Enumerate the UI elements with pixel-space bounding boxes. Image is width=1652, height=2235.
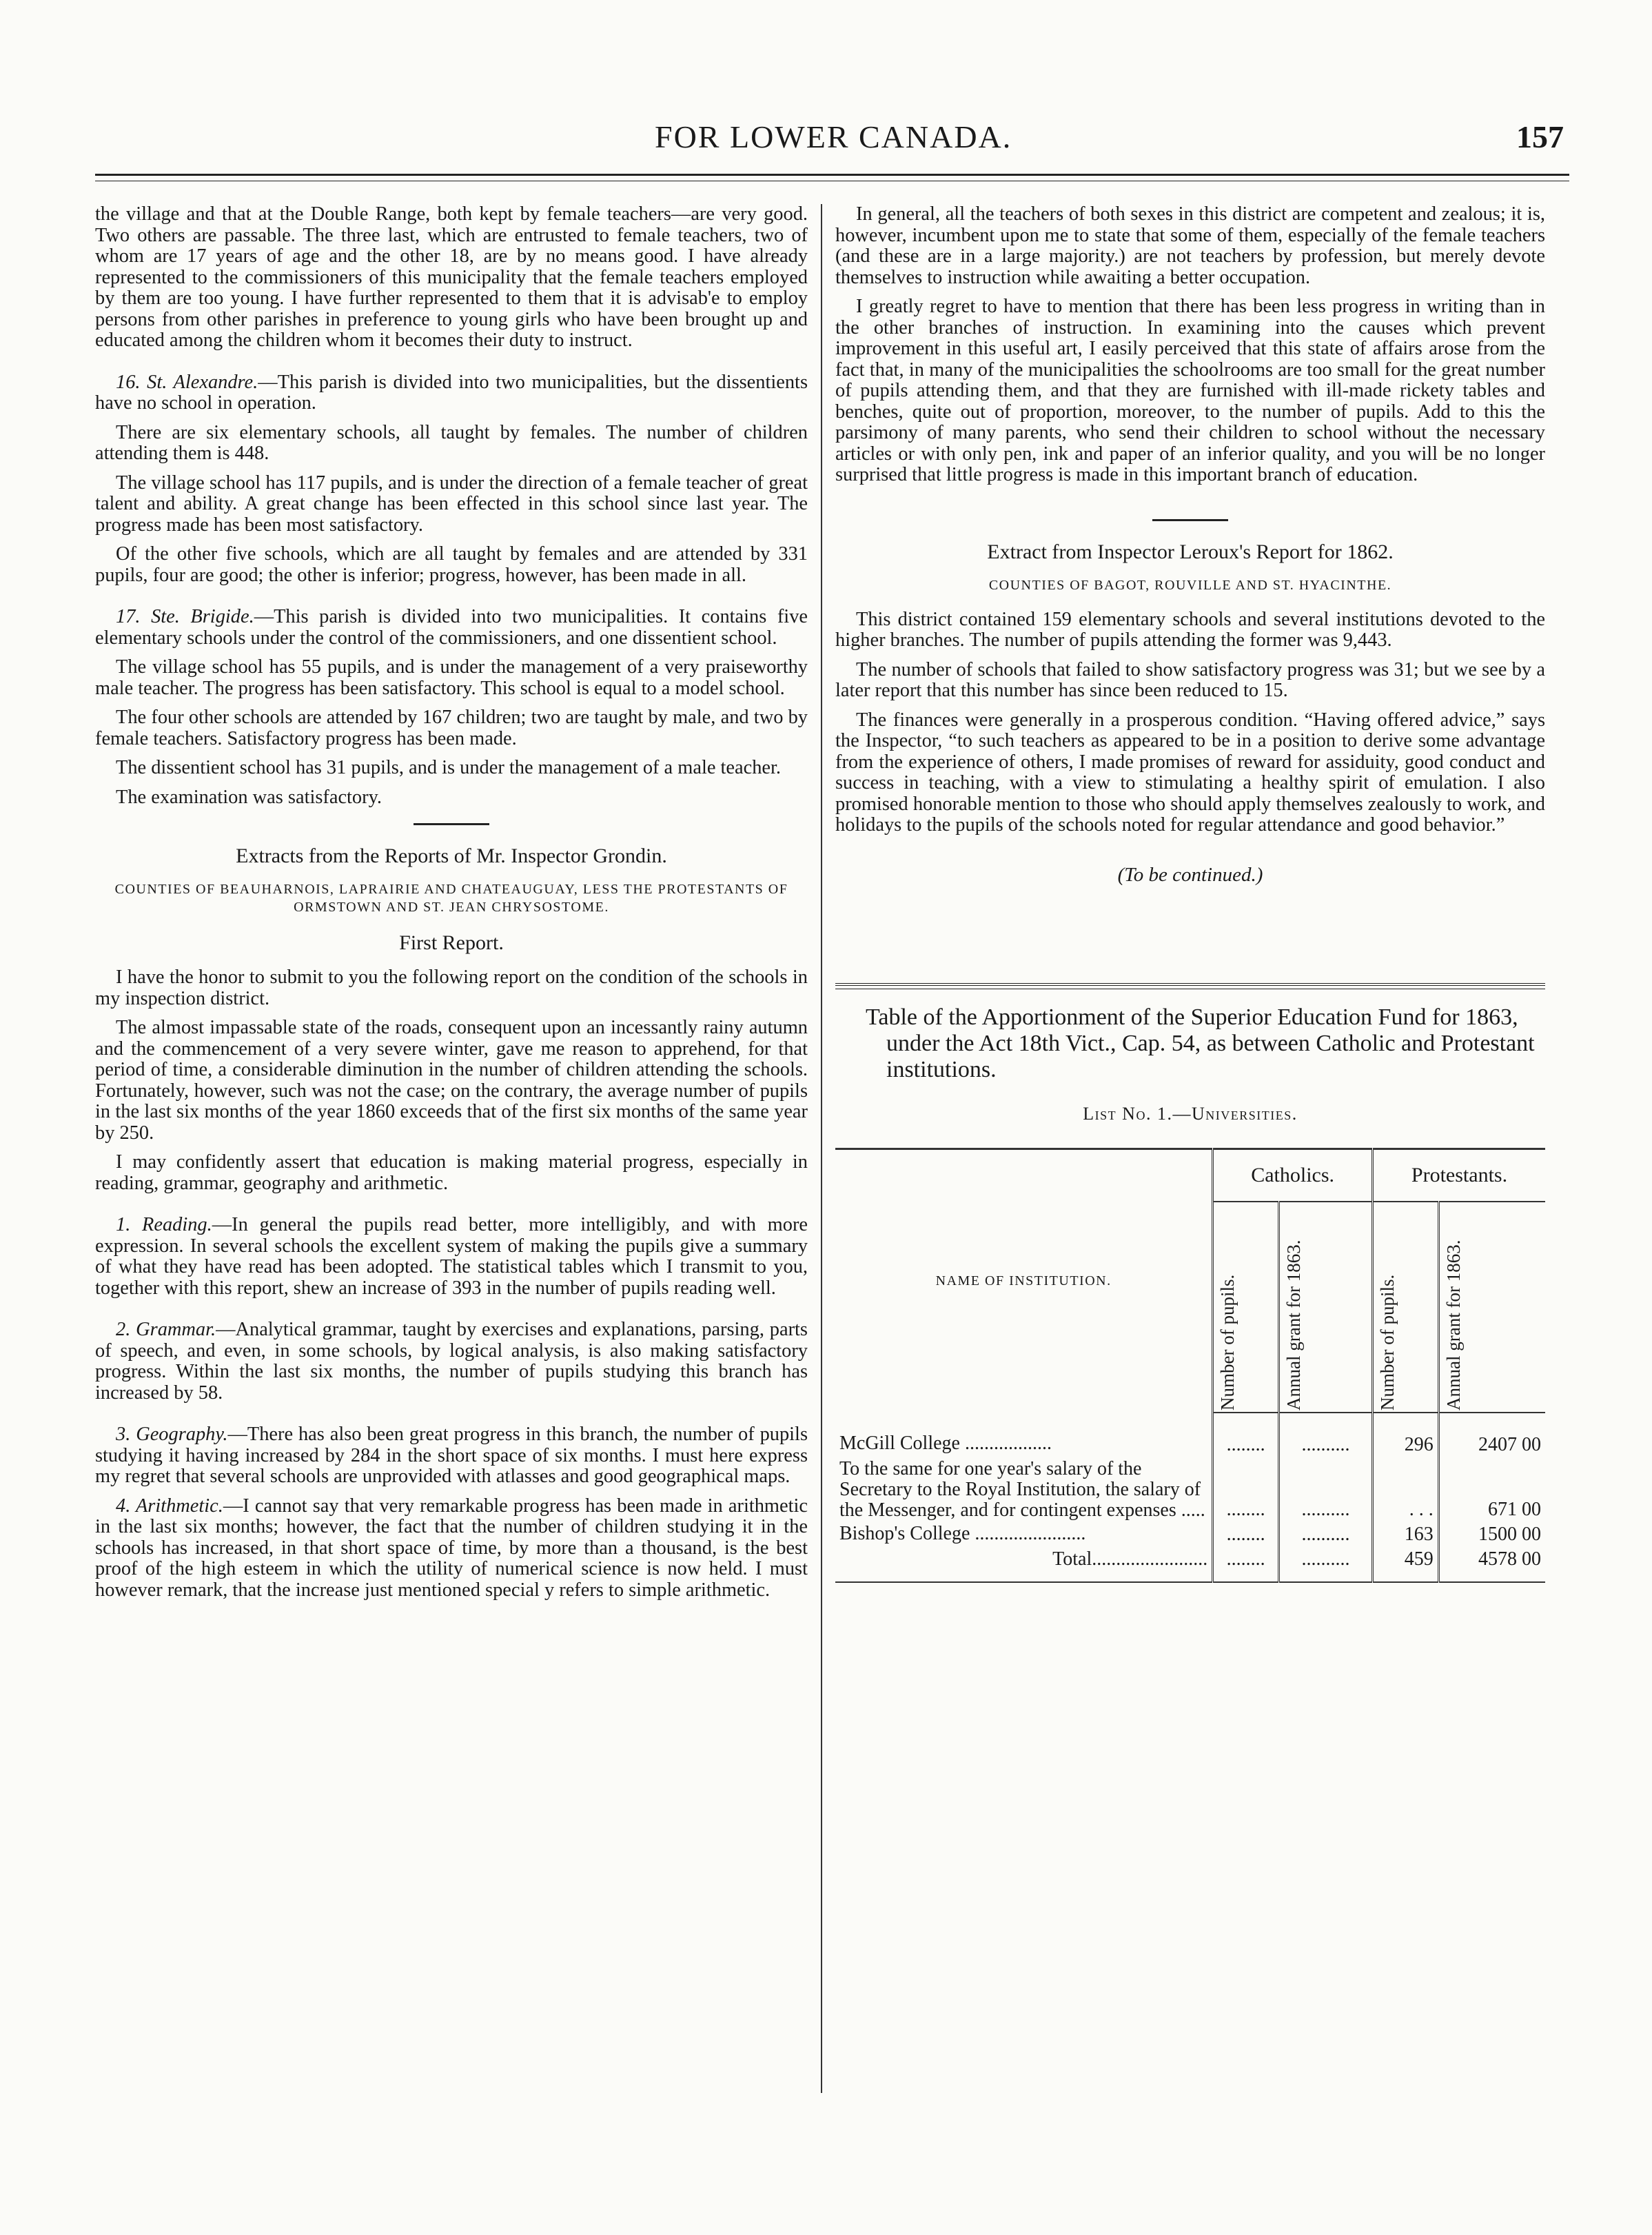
- catholic-pupils-header: [1213, 1202, 1279, 1413]
- paragraph: Of the other five schools, which are all taught by females and are attended by 331 pupils, four are good; the other is inferior; progress, however, has been made in all.: [95, 543, 808, 586]
- paragraph: There are six elementary schools, all taught by females. The number of children attending them is 448.: [95, 421, 808, 464]
- total-protestant-pupils: 459: [1373, 1547, 1439, 1582]
- paragraph-geography: [95, 1424, 808, 1488]
- protestant-grant: 671 00: [1438, 1457, 1545, 1522]
- counties-subtitle: COUNTIES OF BAGOT, ROUVILLE AND ST. HYACINTHE.: [988, 577, 1392, 593]
- counties-subtitle: COUNTIES OF BEAUHARNOIS, LAPRAIRIE AND CHATEAUGUAY, LESS THE PROTESTANTS OF ORMSTOWN AND ST. JEAN CHRYSOSTOME.: [114, 882, 788, 915]
- catholic-grant: ..........: [1278, 1457, 1372, 1522]
- catholic-grant: ..........: [1278, 1522, 1372, 1547]
- table-caption: Table of the Apportionment of the Superior Education Fund for 1863, under the Act 18th Vict., Cap. 54, as between Catholic and Protestant institutions.: [866, 1004, 1535, 1082]
- table-row: [835, 1413, 1545, 1457]
- section-heading: 2. Grammar.: [116, 1319, 216, 1340]
- protestant-grant: 1500 00: [1438, 1522, 1545, 1547]
- paragraph-st-alexandre: [95, 372, 808, 414]
- catholic-grant: ..........: [1278, 1413, 1372, 1457]
- institution-name: Bishop's College .......................: [839, 1522, 1086, 1544]
- extract-title: Extracts from the Reports of Mr. Inspector Grondin.: [236, 845, 667, 867]
- section-heading: 16. St. Alexandre.: [116, 371, 258, 393]
- column-label: Annual grant for 1863.: [1442, 1240, 1464, 1410]
- protestant-grant: 2407 00: [1438, 1413, 1545, 1457]
- institution-name: To the same for one year's salary of the Secretary to the Royal Institution, the salary of the Messenger, and for contingent expenses .....: [839, 1457, 1205, 1521]
- paragraph-text: —I cannot say that very remarkable progress has been made in arithmetic in the last six months; however, the fact that the number of children studying it in the schools has increased, in that short space of time, by more than a thousand, is the best proof of the high esteem in which the utility of numerical science is now held. I must however remark, that the increase just mentioned special y refers to simple arithmetic.: [95, 1495, 808, 1601]
- paragraph-ste-brigide: [95, 607, 808, 649]
- section-divider: [1152, 519, 1228, 521]
- paragraph-text: —Analytical grammar, taught by exercises and explanations, parsing, parts of speech, and even, in some schools, by logical analysis, is also making satisfactory progress. Within the last six months, the number of pupils studying this branch has increased by 58.: [95, 1319, 808, 1404]
- column-label: Number of pupils.: [1217, 1274, 1238, 1410]
- section-heading: 17. Ste. Brigide.: [116, 606, 254, 627]
- paragraph: The examination was satisfactory.: [116, 786, 383, 808]
- paragraph: The finances were generally in a prosperous condition. “Having offered advice,” says the Inspector, “to such teachers as appeared to be in a position to derive some advantage from the experience of others, I made promises of reward for assiduity, good conduct and success in teaching, with a view to stimulating a healthy spirit of emulation. I also promised honorable mention to those who should apply themselves zealously to work, and holidays to the pupils of the schools noted for regular attendance and good behavior.”: [835, 709, 1545, 836]
- catholic-pupils: ........: [1213, 1413, 1279, 1457]
- column-divider: [821, 204, 822, 2093]
- paragraph-arithmetic: [95, 1496, 808, 1601]
- catholics-header: Catholics.: [1213, 1149, 1373, 1202]
- table-header-row: [835, 1149, 1545, 1202]
- table-row: [835, 1522, 1545, 1547]
- total-row: [835, 1547, 1545, 1582]
- paragraph: The four other schools are attended by 167 children; two are taught by male, and two by female teachers. Satisfactory progress has been made.: [95, 707, 808, 749]
- protestant-pupils: 296: [1373, 1413, 1439, 1457]
- paragraph-text: —This parish is divided into two municipalities, but the dissentients have no school in operation.: [95, 371, 808, 414]
- to-be-continued: (To be continued.): [1117, 863, 1263, 886]
- page-number: 157: [1516, 119, 1564, 154]
- right-column: [835, 204, 1545, 1583]
- left-column: [95, 204, 808, 1609]
- section-heading: 3. Geography.: [116, 1424, 228, 1445]
- paragraph: The village school has 55 pupils, and is under the management of a very praiseworthy male teacher. The progress has been satisfactory. This school is equal to a model school.: [95, 656, 808, 699]
- paragraph: The dissentient school has 31 pupils, and is under the management of a male teacher.: [116, 757, 782, 778]
- paragraph: In general, all the teachers of both sexes in this district are competent and zealous; it is, however, incumbent upon me to state that some of them, especially of the female teachers (and these are in a large majority.) are not teachers by profession, but merely devote themselves to instruction while awaiting a better occupation.: [835, 203, 1545, 288]
- protestant-grant-header: [1438, 1202, 1545, 1413]
- paragraph: This district contained 159 elementary schools and several institutions devoted to the higher branches. The number of pupils attending the former was 9,443.: [835, 608, 1545, 651]
- paragraph-grammar: [95, 1319, 808, 1404]
- extract-title: Extract from Inspector Leroux's Report for 1862.: [987, 540, 1394, 563]
- table-rule: [835, 983, 1545, 989]
- total-label: Total........................: [835, 1547, 1213, 1582]
- section-heading: 1. Reading.: [116, 1214, 212, 1235]
- paragraph: I may confidently assert that education is making material progress, especially in reading, grammar, geography and arithmetic.: [95, 1151, 808, 1194]
- paragraph: The almost impassable state of the roads, consequent upon an incessantly rainy autumn and the commencement of a very severe winter, gave me reason to apprehend, for that period of time, a considerable diminution in the number of children attending the schools. Fortunately, however, such was not the case; on the contrary, the average number of pupils in the last six months of the year 1860 exceeds that of the first six months of the same year by 250.: [95, 1017, 808, 1144]
- protestant-pupils-header: [1373, 1202, 1439, 1413]
- catholic-pupils: ........: [1213, 1457, 1279, 1522]
- institution-name: McGill College ..................: [839, 1432, 1052, 1454]
- list-title: List No. 1.—Universities.: [1083, 1103, 1298, 1124]
- protestants-header: Protestants.: [1373, 1149, 1545, 1202]
- total-protestant-grant: 4578 00: [1438, 1547, 1545, 1582]
- paragraph: I have the honor to submit to you the following report on the condition of the schools in my inspection district.: [95, 967, 808, 1009]
- apportionment-table: [835, 1148, 1545, 1583]
- header-rule: [95, 174, 1569, 176]
- first-report-title: First Report.: [399, 931, 504, 954]
- catholic-pupils: ........: [1213, 1522, 1279, 1547]
- column-label: Annual grant for 1863.: [1283, 1240, 1304, 1410]
- column-label: Number of pupils.: [1377, 1274, 1398, 1410]
- paragraph: The number of schools that failed to show satisfactory progress was 31; but we see by a later report that this number has since been reduced to 15.: [835, 658, 1545, 701]
- paragraph-reading: [95, 1215, 808, 1299]
- paragraph: I greatly regret to have to mention that there has been less progress in writing than in the other branches of instruction. In examining into the causes which prevent improvement in this useful art, I easily perceived that this state of affairs arose from the fact that, in many of the municipalities the schoolrooms are too small for the great number of pupils attending them, and that they are furnished with ill-made rickety tables and benches, quite out of proportion, moreover, to the number of pupils. Add to this the parsimony of many parents, who send their children to school without the necessary articles or with only pen, ink and paper of an inferior quality, and you will be no longer surprised that little progress is made in this important branch of education.: [835, 296, 1545, 485]
- paragraph: The village school has 117 pupils, and is under the direction of a female teacher of great talent and ability. A great change has been effected in this school since last year. The progress made has been most satisfactory.: [95, 472, 808, 536]
- total-catholic-pupils: ........: [1213, 1547, 1279, 1582]
- total-catholic-grant: ..........: [1278, 1547, 1372, 1582]
- paragraph: the village and that at the Double Range, both kept by female teachers—are very good. Two others are passable. The three last, which are entrusted to female teachers, two of whom are 17 years of age and the other 18, are by no means good. I have already represented to the commissioners of this municipality that the female teachers employed by them are too young. I have further represented to them that it is advisab'e to employ persons from other parishes in preference to young girls who have been brought up and educated among the children whom it becomes their duty to instruct.: [95, 203, 808, 351]
- paragraph-text: —This parish is divided into two municipalities. It contains five elementary schools under the control of the commissioners, and one dissentient school.: [95, 606, 808, 649]
- name-of-institution-header: NAME OF INSTITUTION.: [935, 1273, 1112, 1288]
- protestant-pupils: . . .: [1373, 1457, 1439, 1522]
- table-row: [835, 1457, 1545, 1522]
- protestant-pupils: 163: [1373, 1522, 1439, 1547]
- paragraph-text: —In general the pupils read better, more intelligibly, and with more expression. In several schools the excellent system of making the pupils give a summary of what they have read has been adopted. The statistical tables which I transmit to you, together with this report, shew an increase of 393 in the number of pupils reading well.: [95, 1214, 808, 1299]
- section-divider: [414, 823, 489, 825]
- catholic-grant-header: [1278, 1202, 1372, 1413]
- paragraph-text: —There has also been great progress in this branch, the number of pupils studying it having increased by 284 in the short space of six months. I must here express my regret that several schools are unprovided with atlasses and good geographical maps.: [95, 1424, 808, 1487]
- section-heading: 4. Arithmetic.: [116, 1495, 223, 1517]
- running-head: FOR LOWER CANADA.: [655, 119, 1012, 154]
